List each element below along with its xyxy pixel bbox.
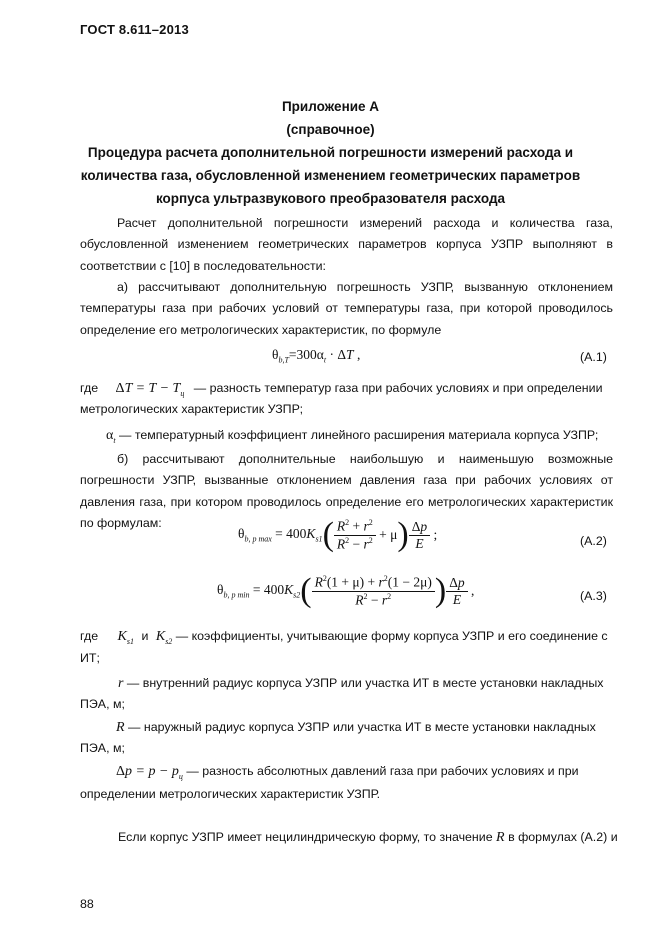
- closing-text-start: Если корпус УЗПР имеет нецилиндрическую форму, то значение: [118, 830, 493, 844]
- big-r-symbol: R: [116, 720, 125, 735]
- r-symbol: r: [118, 676, 124, 691]
- closing-r-symbol: R: [496, 830, 505, 845]
- r-definition-line: [118, 676, 613, 692]
- k-definition-line: [80, 629, 613, 646]
- closing-line: [118, 830, 618, 846]
- formula-a1: $\theta_{b,T}=300\alpha_t \cdot \Delta T$ ,: [272, 347, 361, 365]
- appendix-heading-line-1: Процедура расчета дополнительной погрешности измерений расхода и: [87, 145, 574, 160]
- k1-symbol: $K_{s1}$: [117, 629, 135, 646]
- dt-description: — разность температур газа при рабочих условиях и при определении: [193, 381, 603, 395]
- formula-a2: $\theta_{b, p max} = 400K_{s1}$( $\frac{R^2 + r^2}{R^2 - r^2}$ + μ) $\frac{\Delta p}{E}$ ;: [238, 516, 438, 553]
- appendix-title: Приложение А: [281, 99, 380, 114]
- and-word: и: [141, 629, 149, 643]
- dp-definition-line: [116, 764, 613, 781]
- alpha-symbol: $\alpha_t$: [106, 428, 116, 445]
- standard-header: ГОСТ 8.611–2013: [80, 22, 189, 37]
- closing-text-end: в формулах (А.2) и: [508, 830, 618, 844]
- dt-description-line-2: метрологических характеристик УЗПР;: [80, 402, 304, 416]
- where-label: где: [80, 381, 99, 395]
- equation-number-a2: (А.2): [580, 534, 607, 548]
- appendix-heading-line-3: корпуса ультразвукового преобразователя расхода: [155, 191, 506, 206]
- appendix-status: (справочное): [286, 122, 375, 137]
- formula-a3: $\theta_{b, p min} = 400K_{s2}$( $\frac{R^2(1 + \mu) + r^2(1 - 2\mu)}{R^2 - r^2}$ ) $\frac{\Delta p}{E}$ ,: [217, 572, 475, 609]
- r-description: — внутренний радиус корпуса УЗПР или участка ИТ в месте установки накладных: [126, 676, 604, 690]
- dp-symbol: $\Delta p = p - p_ц$: [116, 764, 183, 781]
- item-b-paragraph: б) рассчитывают дополнительные наибольшую и наименьшую возможные погрешности УЗПР, вызванные отклонением давления газа при рабочих условиях от давления газа, при котором проводилось определение его метрологических характеристик по формулам:: [80, 452, 613, 530]
- equation-number-a3: (А.3): [580, 589, 607, 603]
- alpha-definition-line: [106, 428, 639, 445]
- k-description: — коэффициенты, учитывающие форму корпуса УЗПР и его соединение с: [175, 629, 608, 643]
- appendix-heading-line-2: количества газа, обусловленной изменением геометрических параметров: [80, 168, 581, 183]
- alpha-description: — температурный коэффициент линейного расширения материала корпуса УЗПР;: [119, 428, 599, 442]
- r-description-line-2: ПЭА, м;: [80, 697, 125, 711]
- big-r-definition-line: [116, 720, 613, 736]
- k-description-line-2: ИТ;: [80, 651, 100, 665]
- big-r-description-line-2: ПЭА, м;: [80, 741, 125, 755]
- big-r-description: — наружный радиус корпуса УЗПР или участка ИТ в месте установки накладных: [128, 720, 596, 734]
- page-number: 88: [80, 897, 94, 911]
- dt-definition-line: [80, 381, 613, 398]
- equation-number-a1: (А.1): [580, 350, 607, 364]
- k2-symbol: $K_{s2}$: [155, 629, 173, 646]
- intro-paragraph: Расчет дополнительной погрешности измерений расхода и количества газа, обусловленной изменением геометрических параметров корпуса УЗПР выполняют в соответствии с [10] в последовательности:: [80, 216, 613, 273]
- where-label-2: где: [80, 629, 99, 643]
- dp-description: — разность абсолютных давлений газа при рабочих условиях и при: [186, 764, 579, 778]
- item-a-paragraph: а) рассчитывают дополнительную погрешность УЗПР, вызванную отклонением температуры газа при рабочих условий от температуры газа, при которой проводилось определение его метрологических характеристик, по формуле: [80, 280, 613, 337]
- dt-symbol: $\Delta T = T - T_ц$: [115, 381, 185, 398]
- dp-description-line-2: определении метрологических характеристик УЗПР.: [80, 787, 381, 801]
